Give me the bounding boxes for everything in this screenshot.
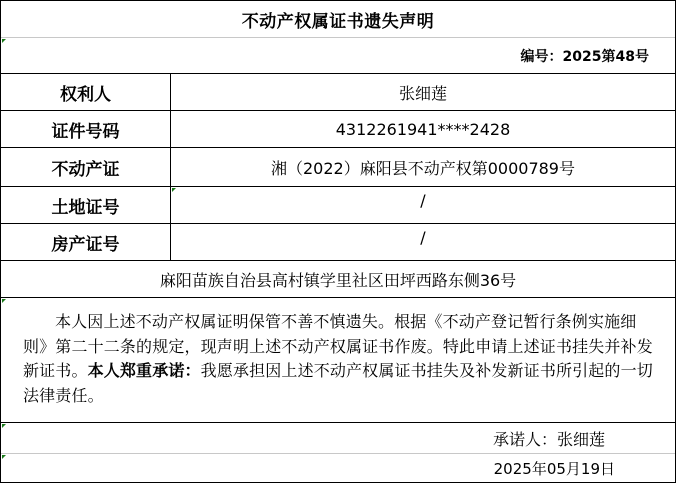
field-label-id-number: 证件号码 xyxy=(1,111,171,147)
promisor-signature: 承诺人：张细莲 xyxy=(1,423,675,454)
document-title: 不动产权属证书遗失声明 xyxy=(1,1,675,38)
field-row-house-cert xyxy=(1,224,675,261)
declaration-date: 2025年05月19日 xyxy=(493,459,615,478)
cell-marker xyxy=(172,188,176,192)
field-row-property-cert xyxy=(1,148,675,187)
cell-marker xyxy=(2,39,6,43)
field-value-house-cert: / xyxy=(420,228,426,247)
statement-text: 本人因上述不动产权属证明保管不善不慎遗失。根据《不动产登记暂行条例实施细则》第二十二条的规定，现声明上述不动产权属证书作废。特此申请上述证书挂失并补发新证书。 xyxy=(23,312,653,380)
field-row-id-number xyxy=(1,111,675,148)
field-label-property-cert: 不动产证 xyxy=(1,148,171,186)
field-value-property-cert: 湘（2022）麻阳县不动产权第0000789号 xyxy=(271,158,575,178)
statement-promise-text: 我愿承担因上述不动产权属证书挂失及补发新证书所引起的一切法律责任。 xyxy=(23,361,653,405)
cell-marker xyxy=(2,455,6,459)
document-number: 编号：2025第48号 xyxy=(1,38,675,74)
statement-promise-heading: 本人郑重承诺： xyxy=(87,361,201,380)
property-address: 麻阳苗族自治县高村镇学里社区田坪西路东侧36号 xyxy=(1,261,675,298)
field-label-house-cert: 房产证号 xyxy=(1,224,171,260)
field-value-land-cert: / xyxy=(420,191,426,210)
field-label-land-cert: 土地证号 xyxy=(1,187,171,223)
field-row-land-cert xyxy=(1,187,675,224)
cell-marker xyxy=(2,299,6,303)
cell-marker xyxy=(2,424,6,428)
declaration-statement xyxy=(1,298,675,423)
field-value-owner: 张细莲 xyxy=(398,83,447,103)
field-row-owner xyxy=(1,74,675,111)
field-label-owner: 权利人 xyxy=(1,74,171,110)
field-value-id-number: 4312261941****2428 xyxy=(335,119,511,139)
